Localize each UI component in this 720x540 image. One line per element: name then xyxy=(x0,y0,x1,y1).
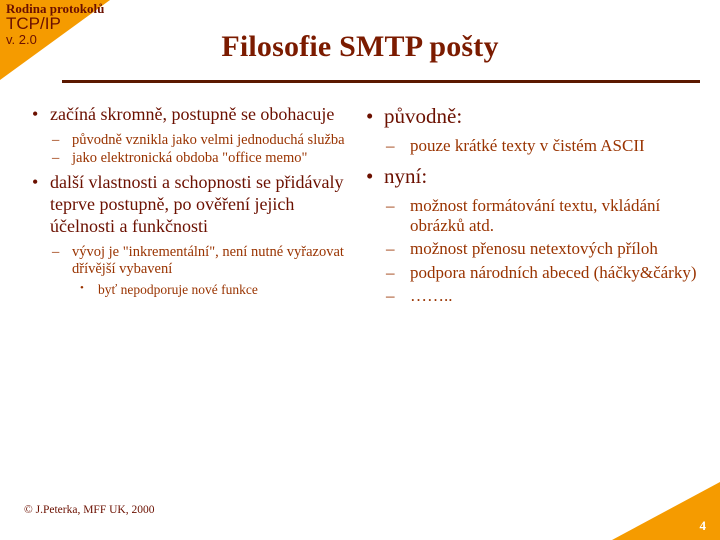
list-item xyxy=(50,132,346,149)
slide-body xyxy=(0,104,720,315)
list-item xyxy=(384,286,706,306)
right-sub-list-2 xyxy=(384,196,706,307)
right-bullet-list xyxy=(362,104,706,307)
list-item xyxy=(72,282,346,298)
left-sub-sub-list xyxy=(72,282,346,298)
list-item-label: začíná skromně, postupně se obohacuje xyxy=(50,104,335,124)
bullet-level1-icon: • xyxy=(366,164,374,188)
bullet-level2-icon: – xyxy=(386,195,395,215)
list-item-label: nyní: xyxy=(384,164,428,188)
list-item-label: další vlastnosti a schopnosti se přidávaly teprve postupně, po ověření jejich účelnosti a funkčnosti xyxy=(50,171,344,236)
list-item xyxy=(362,164,706,307)
list-item xyxy=(50,150,346,167)
bullet-level2-icon: – xyxy=(386,262,395,282)
list-item-label: …….. xyxy=(410,286,453,306)
list-item-label: možnost formátování textu, vkládání obrázků atd. xyxy=(410,195,661,235)
right-sub-list-1 xyxy=(384,136,706,156)
bullet-level1-icon: • xyxy=(32,171,39,192)
list-item-label: vývoj je "inkrementální", není nutné vyřazovat dřívější vybavení xyxy=(72,243,344,277)
logo-line-1: Rodina protokolů xyxy=(6,1,105,16)
bullet-level1-icon: • xyxy=(32,104,39,124)
list-item-label: jako elektronická obdoba "office memo" xyxy=(72,150,308,167)
list-item-label: původně: xyxy=(384,104,463,128)
left-sub-list-2 xyxy=(50,244,346,299)
list-item xyxy=(384,136,706,156)
list-item xyxy=(28,104,346,168)
logo-line-2: TCP/IP xyxy=(6,14,61,34)
list-item-label: pouze krátké texty v čistém ASCII xyxy=(410,135,645,155)
list-item xyxy=(362,104,706,156)
left-bullet-list xyxy=(28,104,346,299)
list-item xyxy=(28,172,346,299)
bullet-level2-icon: – xyxy=(386,135,395,155)
list-item xyxy=(50,244,346,299)
left-column xyxy=(0,104,352,315)
bullet-level1-icon: • xyxy=(366,104,374,128)
list-item-label: podpora národních abeced (háčky&čárky) xyxy=(410,262,697,282)
bullet-level2-icon: – xyxy=(386,239,395,259)
list-item xyxy=(384,263,706,283)
bullet-level2-icon: – xyxy=(52,243,60,260)
bullet-level2-icon: – xyxy=(52,150,60,167)
slide-logo xyxy=(6,2,186,47)
list-item xyxy=(384,196,706,237)
logo-line-3: v. 2.0 xyxy=(6,32,37,48)
left-sub-list-1 xyxy=(50,132,346,168)
list-item-label: možnost přenosu netextových příloh xyxy=(410,239,658,259)
list-item xyxy=(384,239,706,259)
list-item-label: původně vznikla jako velmi jednoduchá služba xyxy=(72,131,345,148)
title-divider xyxy=(62,80,700,83)
bullet-level3-icon: • xyxy=(80,282,84,295)
bullet-level2-icon: – xyxy=(52,131,60,148)
right-column xyxy=(352,104,720,315)
page-title: Filosofie SMTP pošty xyxy=(221,30,499,63)
footer-credit: © J.Peterka, MFF UK, 2000 xyxy=(24,504,155,516)
slide-number: 4 xyxy=(699,518,706,533)
list-item-label: byť nepodporuje nové funkce xyxy=(98,282,258,298)
bullet-level2-icon: – xyxy=(386,286,395,306)
